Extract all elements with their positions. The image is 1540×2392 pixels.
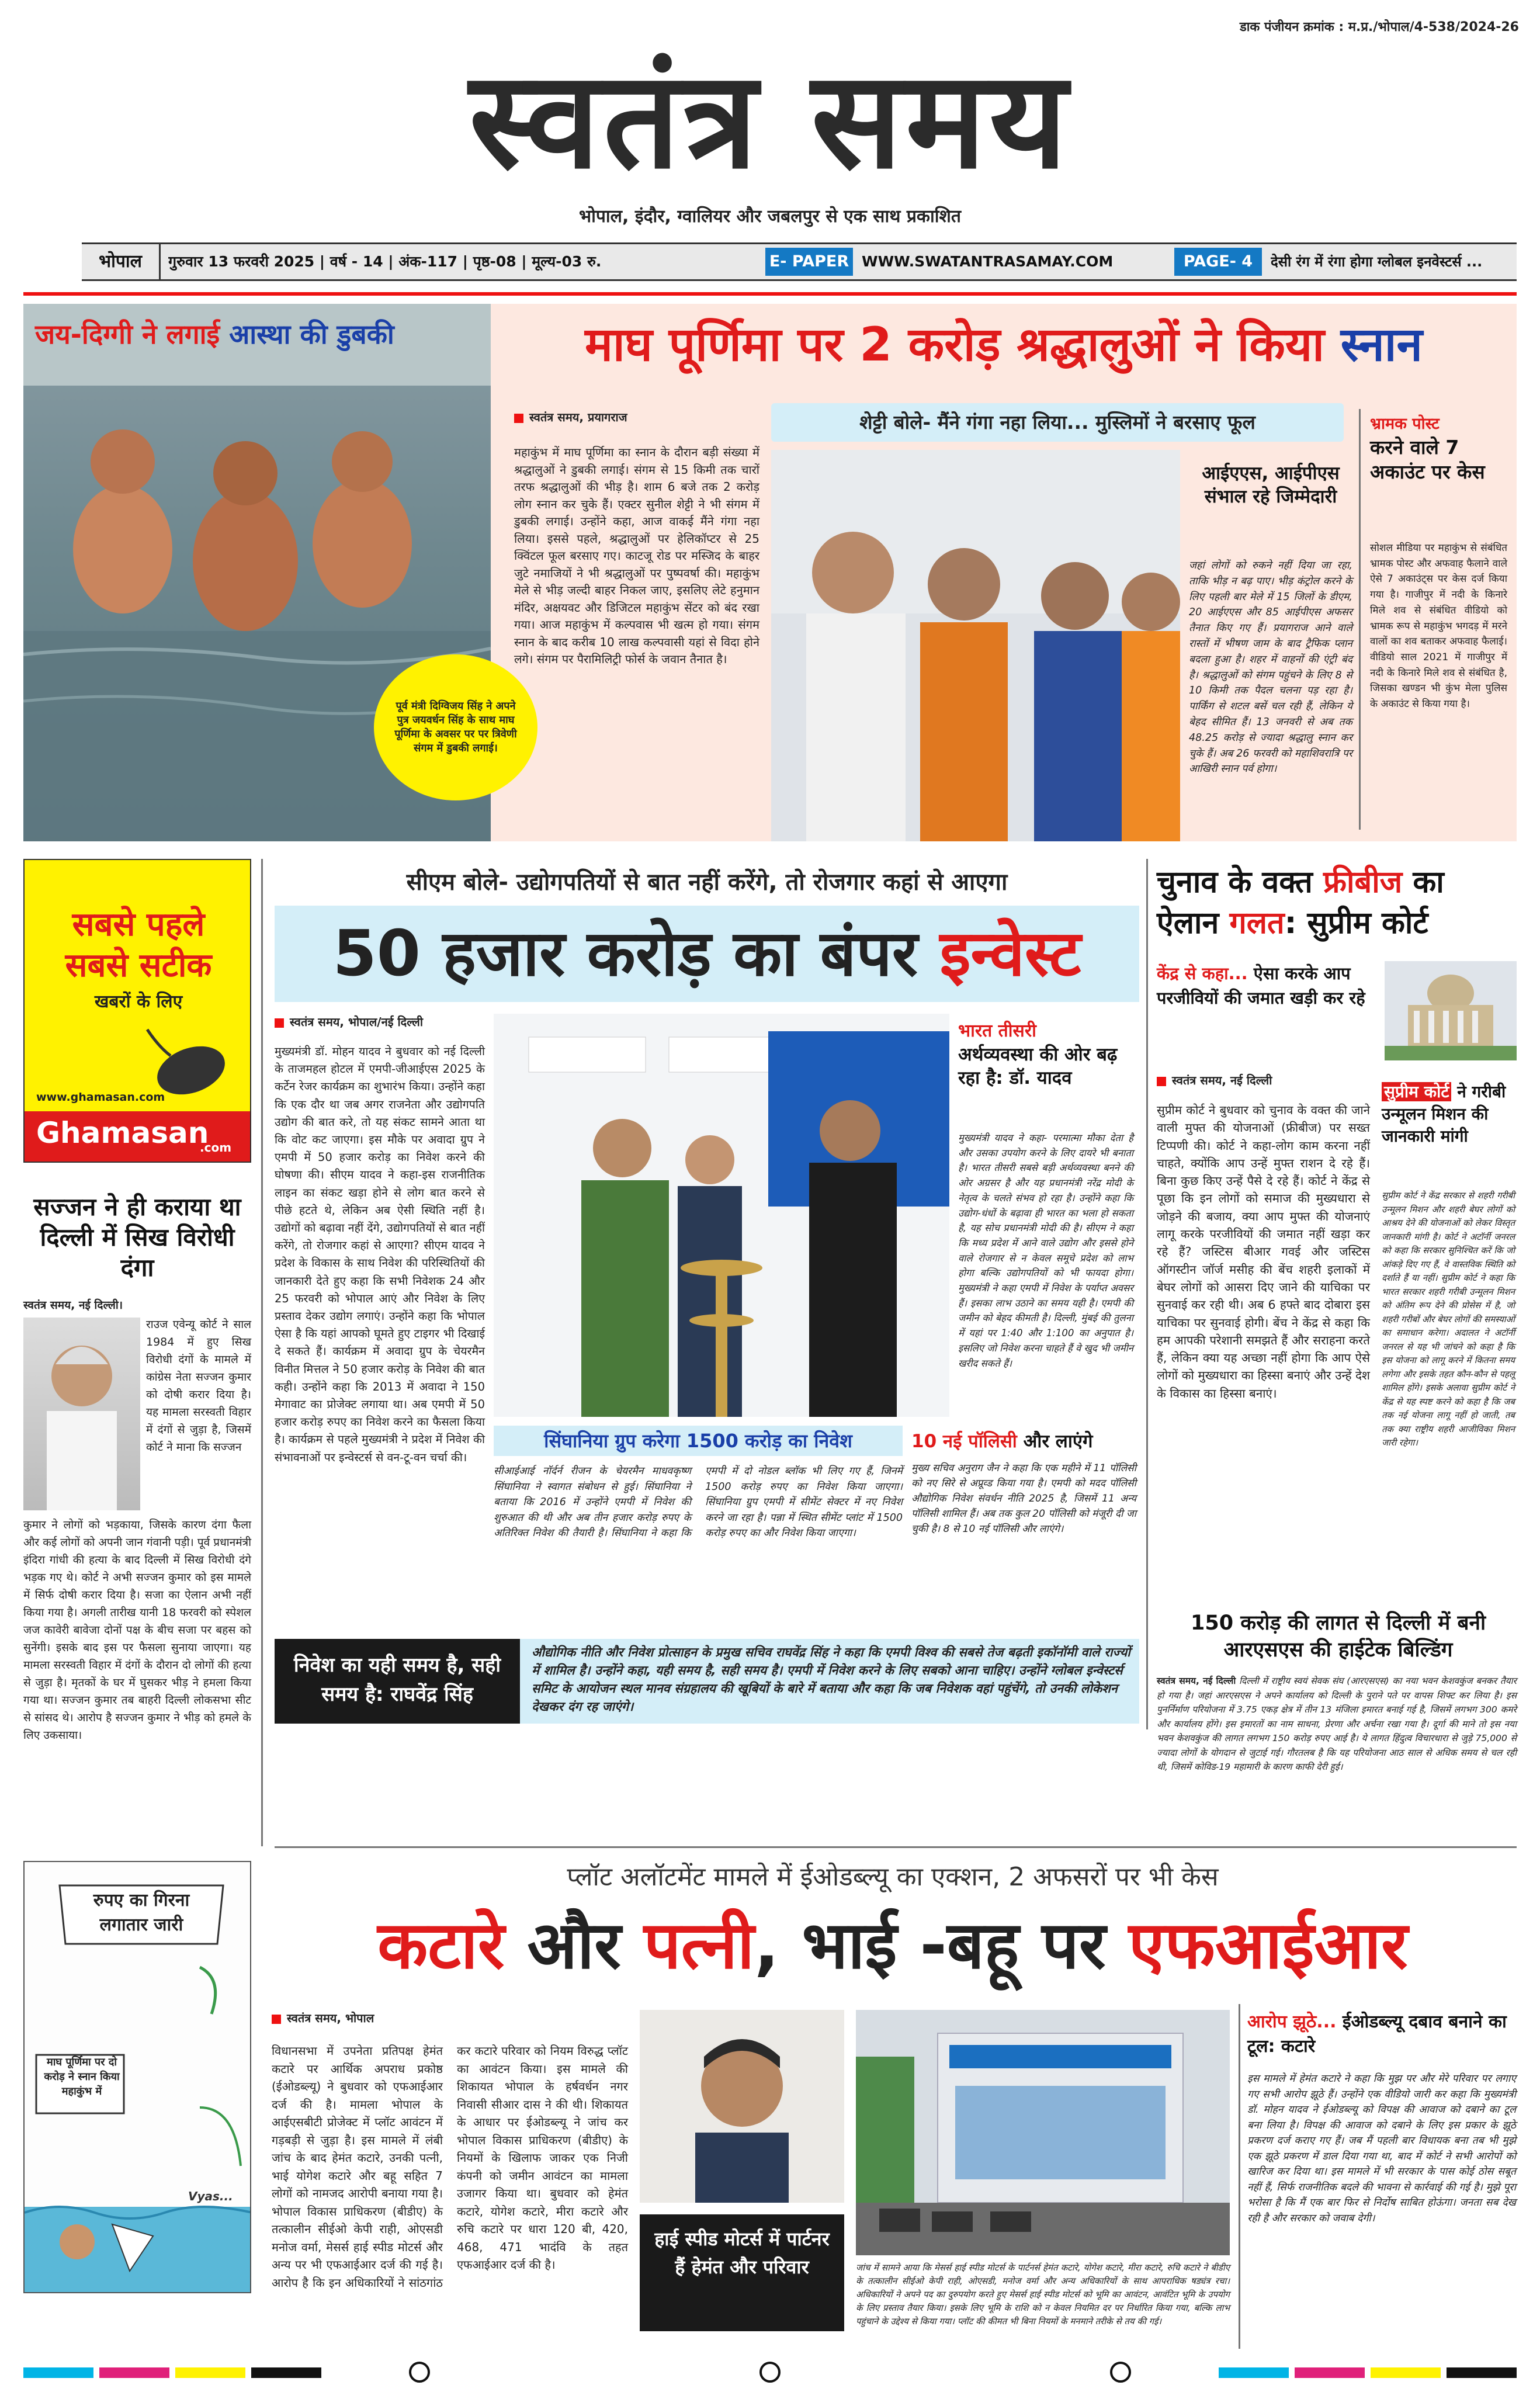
building-illustration — [856, 2010, 1230, 2255]
sajjan-lead: राउज एवेन्यू कोर्ट ने साल 1984 में हुए सिख विरोधी दंगों के मामले में कांग्रेस नेता सज्जन कुमार को दोषी करार दिया है। यह मामला सरस्वती विहार में दंगों से जुड़ा है, जिसमें कोर्ट ने माना कि सज्जन — [146, 1318, 251, 1454]
reg-bar-black — [251, 2367, 321, 2378]
cartoon-panel — [23, 1861, 251, 2293]
fake-headline: करने वाले 7 अकाउंट पर केस — [1370, 436, 1485, 483]
katare-headline-d: , भाई -बहू पर — [754, 1908, 1129, 1984]
invest-headline-highlight: इन्वेस्ट — [939, 917, 1081, 990]
reg-bar-magenta-2 — [1295, 2367, 1365, 2378]
magh-headline-highlight: स्नान — [1340, 317, 1423, 372]
sc-headline-a: चुनाव के वक्त — [1157, 865, 1323, 900]
rss-headline: 150 करोड़ की लागत से दिल्ली में बनी आरएसएस की हाईटेक बिल्डिंग — [1190, 1611, 1486, 1662]
ad-line1: सबसे पहले — [72, 906, 205, 944]
ad-brand-box — [25, 1111, 250, 1162]
policy-headline — [911, 1429, 1139, 1453]
sc-headline — [1157, 862, 1517, 944]
invest-headline — [275, 906, 1139, 1002]
singhania-headline: सिंघानिया ग्रुप करेगा 1500 करोड़ का निवेश — [494, 1426, 903, 1456]
sc-box-head: ने गरीबी उन्मूलन मिशन की जानकारी मांगी — [1382, 1082, 1506, 1146]
katare-portrait-caption: हाई स्पीड मोटर्स में पार्टनर हैं हेमंत और परिवार — [640, 2214, 844, 2331]
invest-divider — [1146, 859, 1148, 1729]
website-link[interactable]: WWW.SWATANTRASAMAY.COM — [862, 253, 1114, 270]
katare-body: विधानसभा में उपनेता प्रतिपक्ष हेमंत कटारे पर आर्थिक अपराध प्रकोष्ठ (ईओडब्ल्यू) ने बुधवार को एफआईआर दर्ज की है। मामला भोपाल के आईएसबीटी प्रोजेक्ट में प्लॉट आवंटन में गड़बड़ी से जुड़ा है। इस मामले में लंबी जांच के बाद हेमंत कटारे, उनकी पत्नी, भाई योगेश कटारे और बहू सहित 7 लोगों को नामजद आरोपी बनाया गया है। भोपाल विकास प्राधिकरण (बीडीए) के तत्कालीन सीईओ केपी राही, ओएसडी मनोज वर्मा, मेसर्स हाई स्पीड मोटर्स और अन्य पर भी एफआईआर दर्ज की गई है। आरोप है कि इन अधिकारियों ने सांठगांठ कर कटारे परिवार को नियम विरुद्ध प्लॉट का आवंटन किया। इस मामले की शिकायत भोपाल के हर्षवर्धन नगर निवासी सीआर दास ने की थी। शिकायत के आधार पर ईओडब्ल्यू ने जांच कर भोपाल विकास प्राधिकरण (बीडीए) के नियमों के खिलाफ जाकर एक निजी कंपनी को जमीन आवंटन का मामला उजागर किया था। बुधवार को हेमंत कटारे, योगेश कटारे, मीरा कटारे और रुचि कटारे पर धारा 120 बी, 420, 468, 471 भादंवि के तहत एफआईआर दर्ज की है। — [272, 2044, 628, 2290]
quote-body: औद्योगिक नीति और निवेश प्रोत्साहन के प्रमुख सचिव राघवेंद्र सिंह ने कहा कि एमपी विश्व की सबसे तेज बढ़ती इकॉनॉमी वाले राज्यों में शामिल है। उन्होंने कहा, यही समय है, सही समय है। एमपी में निवेश करने के लिए सबको आना चाहिए। उन्होंने ग्लोबल इन्वेस्टर्स समिट के आयोजन स्थल मानव संग्रहालय की खूबियों के बारे में बताया और कहा कि जब निवेशक वहां पहुंचेंगे, तो उनकी लोकेशन देखकर दंग रह जाएंगे। — [532, 1645, 1130, 1714]
katare-headline-a: कटारे — [377, 1908, 505, 1984]
ad-brand-sub: .com — [200, 1140, 232, 1155]
left-divider — [261, 859, 263, 1846]
invest-byline-text: स्वतंत्र समय, भोपाल/नई दिल्ली — [290, 1015, 424, 1029]
sajjan-headline: सज्जन ने ही कराया था दिल्ली में सिख विरोधी दंगा — [33, 1192, 241, 1282]
ad-url: www.ghamasan.com — [36, 1091, 165, 1104]
reg-bar-cyan-2 — [1219, 2367, 1289, 2378]
magh-divider — [1359, 409, 1361, 830]
katare-byline — [272, 2010, 505, 2026]
sc-headline-c: का ऐलान — [1157, 865, 1444, 941]
policy-rest: और लाएंगे — [1017, 1431, 1093, 1452]
katare-photo-caption: जांच में सामने आया कि मेसर्स हाई स्पीड मोटर्स के पार्टनर्स हेमंत कटारे, योगेश कटारे, मीरा कटारे, रुचि कटारे ने बीडीए के तत्कालीन सीईओ केपी राही, ओएसडी, मनोज वर्मा और अन्य अधिकारियों के साथ आपराधिक षड्यंत्र रचा। अधिकारियों ने अपने पद का दुरुपयोग करते हुए मेसर्स हाई स्पीड मोटर्स को भूमि का आवंटन, आवंटित भूमि के उपयोग के लिए प्रस्ताव तैयार किया। इसके लिए भूमि के राशि को न केवल नियमित दर पर निर्धारित किया गया, बल्कि लाभ पहुंचाने के उद्देश्य से किया गया। प्लॉट की कीमत भी बिना नियमों के मनमाने तरीके से तय की गई। — [856, 2262, 1230, 2327]
fake-body: सोशल मीडिया पर महाकुंभ से संबंधित भ्रामक पोस्ट और अफवाह फैलाने वाले ऐसे 7 अकाउंट्स पर केस दर्ज किया गया है। गाजीपुर में नदी के किनारे मिले शव से संबंधित वीडियो को भ्रामक रूप से महाकुंभ भगदड़ में मरने वालों का शव बताकर अफवाह फैलाई। वीडियो साल 2021 में गाजीपुर में नदी के किनारे मिले शव से संबंधित है, जिसका खण्डन भी कुंभ मेला पुलिस के अकाउंट से किया गया है। — [1370, 542, 1507, 710]
info-bar — [82, 242, 1517, 281]
sc-headline-e: : सुप्रीम कोर्ट — [1284, 906, 1428, 941]
growth-kicker: भारत तीसरी — [958, 1021, 1036, 1041]
page-teaser[interactable]: देसी रंग में रंगा होगा ग्लोबल इनवेस्टर्स ... — [1271, 254, 1483, 270]
registration-number: डाक पंजीयन क्रमांक : म.प्र./भोपाल/4-538/2024-26 — [1239, 20, 1519, 34]
magh-byline — [514, 409, 777, 425]
katare-headline-c: पत्नी — [643, 1908, 755, 1984]
magh-byline-text: स्वतंत्र समय, प्रयागराज — [529, 410, 627, 424]
rss-byline: स्वतंत्र समय, नई दिल्ली — [1157, 1676, 1236, 1686]
katare-side-headline — [1247, 2010, 1516, 2059]
info-city: भोपाल — [82, 244, 161, 279]
reg-bar-yellow — [175, 2367, 245, 2378]
ad-brand: Ghamasan — [36, 1116, 209, 1150]
color-registration-strip — [0, 2360, 1540, 2384]
reg-mark-right — [1110, 2362, 1131, 2383]
quote-box — [275, 1639, 1139, 1724]
rss-body-text: दिल्ली में राष्ट्रीय स्वयं सेवक संघ (आरएसएस) का नया भवन केशवकुंज बनकर तैयार हो गया है। जहां आरएसएस ने अपने कार्यालय को दिल्ली के पुराने पते पर वापस शिफ्ट कर लिया है। इस पुनर्निर्माण परियोजना में 3.75 एकड़ क्षेत्र में तीन 13 मंजिला इमारत बनाई गई है, जिसमें लगभग 300 कमरे और कार्यालय होंगे। इस इमारतों का नाम साधना, प्रेरणा और अर्चना रखा गया है। दूर्गा की माने तो इस नया भवन केशवकुंज की लागत लगभग 150 करोड़ रुपए आई है। ये लागत हिंदुत्व विचारधारा से जुड़े 75,000 से ज्यादा लोगों के योगदान से जुटाई गई। गौरतलब है कि यह परियोजना आठ साल से अधिक समय से चल रही थी, जिसमें कोविड-19 महामारी के कारण काफी देरी हुई। — [1157, 1676, 1517, 1772]
lamp-lighting-photo — [494, 1014, 949, 1417]
sc-kicker — [1157, 961, 1379, 1010]
invest-body: मुख्यमंत्री डॉ. मोहन यादव ने बुधवार को नई दिल्ली के ताजमहल होटल में एमपी-जीआईएस 2025 के कर्टेन रेजर कार्यक्रम का शुभारंभ किया। उन्होंने कहा कि एक दौर था जब अगर राजनेता और उद्योगपति उद्योग की बात करे, तो यह संकट सामने आता था कि वोट कट जाएगा। इस मौके पर अवादा ग्रुप ने एमपी में 50 हजार करोड़ का निवेश करने की घोषणा की। सीएम यादव ने कहा-इस राजनीतिक लाइन का संकट खड़ा होने से लोग बात करने से पीछे हटते थे, लेकिन अब ऐसी स्थिति नहीं है। उद्योगों को बढ़ावा नहीं देंगे, उद्योगपतियों से बात नहीं करेंगे, तो रोजगार कहां से आएगा? सीएम यादव ने प्रदेश के विकास के साथ निवेश की परिस्थितियों की जानकारी देते हुए कहा कि सभी निवेशक 24 और 25 फरवरी को भोपाल आएं और निवेश के लिए प्रस्ताव देकर उद्योग लगाएं। उन्होंने कहा कि भोपाल ऐसा है कि यहां आपको घूमते हुए टाइगर भी दिखाई दे सकते हैं। कार्यक्रम में अवादा ग्रुप के चेयरमैन विनीत मित्तल ने 50 हजार करोड़ के निवेश की बात कही। उन्होंने कहा कि 2013 में अवादा ने 150 मेगावाट का प्रोजेक्ट लगाया था। अब एमपी में 50 हजार करोड़ रुपए का निवेश करने का फैसला किया है। कार्यक्रम से पहले मुख्यमंत्री ने प्रदेश में निवेश की संभावनाओं पर इन्वेस्टर्स से वन-टू-वन चर्चा की। — [275, 1045, 485, 1464]
reg-bar-magenta — [99, 2367, 169, 2378]
sc-kicker-rest: ऐसा करके आप परजीवियों की जमात खड़ी कर रहे — [1157, 963, 1365, 1008]
mouse-icon — [136, 1024, 235, 1100]
katare-headline — [269, 1905, 1517, 1987]
katare-headline-e: एफआईआर — [1128, 1908, 1408, 1984]
magh-headline-text: माघ पूर्णिमा पर 2 करोड़ श्रद्धालुओं ने किया — [585, 317, 1341, 372]
katare-side-kicker: आरोप झूठे... — [1247, 2012, 1337, 2032]
sc-headline-d: गलत — [1229, 906, 1285, 941]
singhania-body: सीआईआई नॉर्दर्न रीजन के चेयरमैन माधवकृष्ण सिंघानिया ने स्वागत संबोधन से हुई। सिंघानिया ने बताया कि 2016 में उन्होंने एमपी में निवेश की शुरुआत की थी और अब तीन हजार करोड़ रुपए के अतिरिक्त निवेश की तैयारी है। सिंघानिया ने कहा कि एमपी में दो नोडल ब्लॉक भी लिए गए हैं, जिनमें 1500 करोड़ रुपए का निवेश किया जाएगा। सिंघानिया ग्रुप एमपी में सीमेंट सेक्टर में नए निवेश करने जा रहा है। पन्ना में स्थित सीमेंट प्लांट में 1500 करोड़ रुपए का और निवेश किया जाएगा। — [494, 1465, 903, 1539]
magh-headline — [502, 316, 1505, 374]
growth-body: मुख्यमंत्री यादव ने कहा- परमात्मा मौका देता है और उसका उपयोग करने के लिए दायरे भी बनाता है। भारत तीसरी सबसे बड़ी अर्थव्यवस्था बनने की ओर अग्रसर है और यह प्रधानमंत्री नरेंद्र मोदी के नेतृत्व के चलते संभव हो रहा है। उन्होंने कहा कि उद्योग-धंधों के बढ़ावा ही भारत का भला हो सकता है, यह सोच प्रधानमंत्री मोदी की है। सीएम ने कहा कि मध्य प्रदेश में आने वाले उद्योग और इससे होने वाले रोजगार से न केवल समूचे प्रदेश को लाभ होगा बल्कि उद्योगपतियों को भी फायदा होगा। मुख्यमंत्री ने कहा एमपी में निवेश के पर्याप्त अवसर हैं। इसका लाभ उठाने का समय यही है। एमपी की जमीन को बेहद कीमती है। दिल्ली, मुंबई की तुलना में यहां पर 1:40 और 1:100 का अनुपात है। इसलिए जो निवेश करना चाहते हैं वे खुद भी जमीन खरीद सकते हैं। — [958, 1132, 1133, 1369]
ias-headline: आईएएस, आईपीएस संभाल रहे जिम्मेदारी — [1202, 463, 1340, 507]
invest-headline-text: 50 हजार करोड़ का बंपर — [332, 917, 940, 990]
high-speed-motors-photo — [856, 2010, 1230, 2255]
ad-line2: सबसे सटीक — [65, 947, 212, 984]
reg-bar-cyan — [23, 2367, 93, 2378]
invest-headline-box — [275, 906, 1139, 1002]
sajjan-photo — [23, 1318, 140, 1510]
sc-box-highlight: सुप्रीम कोर्ट — [1382, 1082, 1451, 1101]
divider-red-2 — [275, 1846, 1517, 1848]
sajjan-body: कुमार ने लोगों को भड़काया, जिसके कारण दंगा फैला और कई लोगों को अपनी जान गंवानी पड़ी। पूर्व प्रधानमंत्री इंदिरा गांधी की हत्या के बाद दिल्ली में सिख विरोधी दंगे भड़क गए थे। कोर्ट ने अभी सज्जन कुमार को इस मामले में सिर्फ दोषी करार दिया है। सजा का ऐलान अभी नहीं किया गया है। अगली तारीख यानी 18 फरवरी को स्पेशल जज कावेरी बावेजा दोनों पक्ष के बीच सजा पर बहस को सुनेंगी। इसके बाद इस पर फैसला सुनाया जाएगा। यह मामला सरस्वती विहार में दंगों के दौरान दो लोगों की हत्या से जुड़ा है। मृतकों के घर में घुसकर भीड़ ने हमला किया गया था। सज्जन कुमार तब बाहरी दिल्ली लोकसभा सीट से सांसद थे। आरोप है सज्जन कुमार ने भीड़ को हमले के लिए उकसाया। — [23, 1519, 251, 1742]
katare-headline-b: और — [504, 1908, 644, 1984]
photo-caption-prefix: जय-दिग्गी ने लगाई — [35, 318, 230, 350]
divider-red — [23, 292, 1517, 296]
policy-highlight: 10 नई पॉलिसी — [911, 1431, 1017, 1452]
invest-byline — [275, 1014, 508, 1029]
ad-line3: खबरों के लिए — [94, 992, 183, 1012]
fake-kicker: भ्रामक पोस्ट — [1370, 415, 1440, 433]
growth-headline: अर्थव्यवस्था की ओर बढ़ रहा है: डॉ. यादव — [958, 1044, 1118, 1088]
reg-mark-center — [759, 2362, 781, 2383]
policy-body: मुख्य सचिव अनुराग जैन ने कहा कि एक महीने में 11 पॉलिसी को नए सिरे से अप्रूव्ड किया गया है। एमपी को मदद पॉलिसी औद्योगिक निवेश संवर्धन नीति 2025 है, जिसमें 11 अन्य पॉलिसी शामिल हैं। अब तक कुल 20 पॉलिसी को मंजूरी दी जा चुकी है। 8 से 10 नई पॉलिसी और लाएंगे। — [911, 1462, 1136, 1535]
masthead-title: स्वतंत्र समय — [469, 41, 1071, 199]
reg-mark-left — [409, 2362, 430, 2383]
masthead-tagline: भोपाल, इंदौर, ग्वालियर और जबलपुर से एक साथ प्रकाशित — [579, 206, 961, 227]
katare-side-body: इस मामले में हेमंत कटारे ने कहा कि मुझ पर और मेरे परिवार पर लगाए गए सभी आरोप झूठे हैं। उन्होंने एक वीडियो जारी कर कहा कि मुख्यमंत्री डॉ. मोहन यादव ने ईओडब्ल्यू को विपक्ष की आवाज को दबाने का टूल बना लिया है। विपक्ष की आवाज को दबाने के लिए इस प्रकार के झूठे प्रकरण दर्ज कराए गए हैं। जब मैं पहली बार विधायक बना तब भी मुझे एक झूठे प्रकरण में डाल दिया गया था, बाद में कोर्ट ने सभी आरोपों को खारिज कर दिया था। इस मामले में भी सरकार के पास कोई ठोस सबूत नहीं हैं, सिर्फ राजनीतिक बदले की भावना से कार्रवाई की गई है। मुझे पूरा भरोसा है कि मैं एक बार फिर से निर्दोष साबित होऊंगा। जनता सब देख रही है और सरकार को जवाब देगी। — [1247, 2073, 1516, 2224]
sc-kicker-highlight: केंद्र से कहा... — [1157, 963, 1248, 983]
sc-body: सुप्रीम कोर्ट ने बुधवार को चुनाव के वक्त की जाने वाली मुफ्त की योजनाओं (फ्रीबीज) पर सख्त टिप्पणी की। कोर्ट ने कहा-लोग काम करना नहीं चाहते, क्योंकि आप उन्हें मुफ्त राशन दे रहे हैं। बिना कुछ किए उन्हें पैसे दे रहे हैं। कोर्ट ने केंद्र से पूछा कि इन लोगों को समाज की मुख्यधारा से जोड़ने की बजाय, क्या आप मुफ्त की योजनाएं लागू करके परजीवियों की जमात नहीं खड़ा कर रहे हैं? जस्टिस बीआर गवई और जस्टिस ऑगस्टीन जॉर्ज मसीह की बेंच शहरी इलाकों में बेघर लोगों को आसरा दिए जाने की याचिका पर सुनवाई कर रही थी। अब 6 हफ्ते बाद दोबारा इस याचिका पर सुनवाई होगी। बेंच ने केंद्र से कहा कि हम आपकी परेशानी समझते हैं और सराहना करते हैं, लेकिन क्या यह अच्छा नहीं होगा कि आप ऐसे लोगों को मुख्यधारा का हिस्सा बनाएं और उन्हें देश के विकास का हिस्सा बनाएं। — [1157, 1103, 1370, 1400]
shetty-caption: शेट्टी बोले- मैंने गंगा नहा लिया... मुस्लिमों ने बरसाए फूल — [771, 403, 1344, 442]
reg-bar-yellow-2 — [1371, 2367, 1441, 2378]
digvijay-bubble — [374, 654, 537, 800]
court-building-icon — [1385, 961, 1517, 1060]
shetty-photo — [771, 450, 1180, 841]
cartoon-banner: रुपए का गिरना लगातार जारी — [93, 1890, 190, 1935]
lamp-illustration — [494, 1014, 949, 1417]
sc-byline — [1157, 1072, 1390, 1088]
sc-box-headline — [1382, 1081, 1517, 1148]
magh-photo-caption — [35, 316, 479, 352]
katare-portrait — [640, 2010, 844, 2203]
info-details: गुरुवार 13 फरवरी 2025 | वर्ष - 14 | अंक-117 | पृष्ठ-08 | मूल्य-03 रु. — [168, 253, 602, 270]
sajjan-byline — [23, 1297, 257, 1312]
sajjan-portrait — [23, 1318, 140, 1510]
sajjan-byline-text: स्वतंत्र समय, नई दिल्ली। — [23, 1299, 123, 1312]
sc-box-body: सुप्रीम कोर्ट ने केंद्र सरकार से शहरी गरीबी उन्मूलन मिशन और शहरी बेघर लोगों को आश्रय देने की योजनाओं को लेकर विस्तृत जानकारी मांगी है। कोर्ट ने अटॉर्नी जनरल को कहा कि सरकार सुनिश्चित करें कि जो आंकड़े दिए गए हैं, वे वास्तविक स्थिति को दर्शाते हैं या नहीं। सुप्रीम कोर्ट ने कहा कि भारत सरकार शहरी गरीबी उन्मूलन मिशन को अंतिम रूप देने की प्रोसेस में है, जो शहरी गरीबों और बेघर लोगों की समस्याओं का समाधान करेगा। अदालत ने अटॉर्नी जनरल से यह भी जांचने को कहा है कि इस योजना को लागू करने में कितना समय लगेगा और इसके तहत कौन-कौन से पहलू शामिल होंगे। इसके अलावा सुप्रीम कोर्ट ने केंद्र से यह स्पष्ट करने को कहा है कि जब तक नई योजना लागू नहीं हो जाती, तब तक क्या राष्ट्रीय शहरी आजीविका मिशन जारी रहेगा। — [1382, 1190, 1515, 1448]
sc-headline-b: फ्रीबीज — [1323, 865, 1403, 900]
sc-byline-text: स्वतंत्र समय, नई दिल्ली — [1172, 1073, 1272, 1087]
katare-byline-text: स्वतंत्र समय, भोपाल — [287, 2011, 374, 2025]
rss-body — [1157, 1674, 1517, 1774]
katare-portrait-illustration — [640, 2010, 844, 2203]
ghamasan-ad[interactable] — [23, 859, 251, 1163]
supreme-court-photo — [1385, 961, 1517, 1060]
bubble-text: पूर्व मंत्री दिग्विजय सिंह ने अपने पुत्र जयवर्धन सिंह के साथ माघ पूर्णिमा के अवसर पर पर त्रिवेणी संगम में डुबकी लगाई। — [394, 700, 517, 754]
photo-caption-highlight: आस्था की डुबकी — [229, 318, 394, 350]
reg-bar-black-2 — [1447, 2367, 1517, 2378]
ias-body: जहां लोगों को रुकने नहीं दिया जा रहा, ताकि भीड़ न बढ़ पाए। भीड़ कंट्रोल करने के लिए पहली बार मेले में 15 जिलों के डीएम, 20 आईएएस और 85 आईपीएस अफसर तैनात किए गए हैं। प्रयागराज आने वाले रास्तों में भीषण जाम के बाद ट्रैफिक प्लान बदला हुआ है। शहर में वाहनों की एंट्री बंद है। श्रद्धालुओं को संगम पहुंचने के लिए 8 से 10 किमी तक पैदल चलना पड़ रहा है। पार्किंग से शटल बसें चल रही हैं, लेकिन ये बेहद सीमित हैं। 13 जनवरी से अब तक 48.25 करोड़ से ज्यादा श्रद्धालु स्नान कर चुके हैं। अब 26 फरवरी को महाशिवरात्रि पर आखिरी स्नान पर्व होगा। — [1189, 560, 1352, 775]
invest-kicker: सीएम बोले- उद्योगपतियों से बात नहीं करेंगे, तो रोजगार कहां से आएगा — [406, 869, 1008, 896]
page-badge: PAGE- 4 — [1174, 248, 1262, 276]
katare-divider — [1239, 2004, 1240, 2349]
epaper-badge[interactable]: E- PAPER — [765, 248, 853, 276]
katare-kicker: प्लॉट अलॉटमेंट मामले में ईओडब्ल्यू का एक्शन, 2 अफसरों पर भी केस — [567, 1862, 1219, 1892]
cartoon-signature: Vyas... — [188, 2189, 233, 2203]
katare-side-rest: ईओडब्ल्यू दबाव बनाने का टूल: कटारे — [1247, 2012, 1507, 2057]
shetty-illustration — [771, 450, 1180, 841]
quote-label: निवेश का यही समय है, सही समय है: राघवेंद्र सिंह — [275, 1639, 520, 1724]
magh-body: महाकुंभ में माघ पूर्णिमा का स्नान के दौरान बड़ी संख्या में श्रद्धालुओं ने डुबकी लगाई। संगम से 15 किमी तक चारों तरफ श्रद्धालुओं की भीड़ है। शाम 6 बजे तक 2 करोड़ लोग स्नान कर चुके हैं। एक्टर सुनील शेट्टी ने भी संगम में डुबकी लगाई। उन्होंने कहा, आज वाकई मैंने गंगा नहा लिया। इससे पहले, श्रद्धालुओं पर हेलिकॉप्टर से 25 क्विंटल फूल बरसाए गए। काटजू रोड पर मस्जिद के बाहर जुटे नमाजियों ने भी श्रद्धालुओं पर पुष्पवर्षा की। महाकुंभ मेले से भीड़ जल्दी बाहर निकल जाए, इसलिए लेटे हनुमान मंदिर, अक्षयवट और डिजिटल महाकुंभ सेंटर को बंद रखा गया। आज महाकुंभ में कल्पवास भी खत्म हो गया। संगम स्नान के बाद करीब 10 लाख कल्पवासी यहां से विदा होने लगे। संगम पर पैरामिलिट्री फोर्स के जवान तैनात है। — [514, 445, 759, 666]
cartoon-board: माघ पूर्णिमा पर दो करोड़ ने स्नान किया महाकुंभ में — [44, 2056, 120, 2098]
